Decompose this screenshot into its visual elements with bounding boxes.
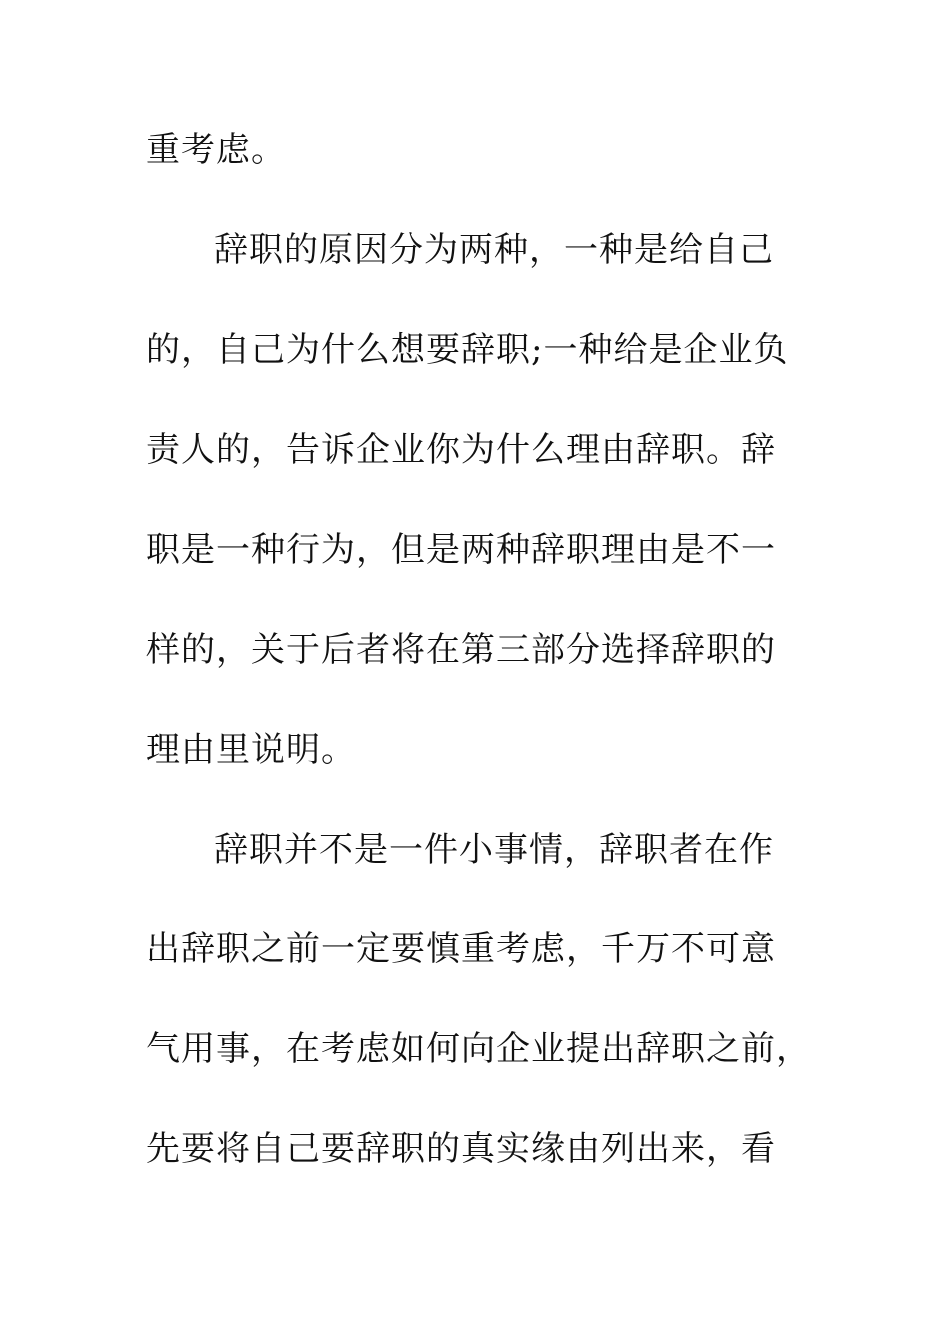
text-line: 出辞职之前一定要慎重考虑，千万不可意 <box>146 929 776 969</box>
text-line: 责人的，告诉企业你为什么理由辞职。辞 <box>146 430 776 470</box>
text-line: 职是一种行为，但是两种辞职理由是不一 <box>146 530 776 570</box>
text-line: 重考虑。 <box>146 130 286 170</box>
text-line: 的，自己为什么想要辞职;一种给是企业负 <box>146 330 789 370</box>
text-line: 气用事，在考虑如何向企业提出辞职之前， <box>146 1029 811 1069</box>
paragraph-start-line: 辞职的原因分为两种，一种是给自己 <box>214 230 774 270</box>
paragraph-start-line: 辞职并不是一件小事情，辞职者在作 <box>214 830 774 870</box>
text-line: 理由里说明。 <box>146 730 356 770</box>
text-line: 样的，关于后者将在第三部分选择辞职的 <box>146 630 776 670</box>
text-line: 先要将自己要辞职的真实缘由列出来，看 <box>146 1129 776 1169</box>
